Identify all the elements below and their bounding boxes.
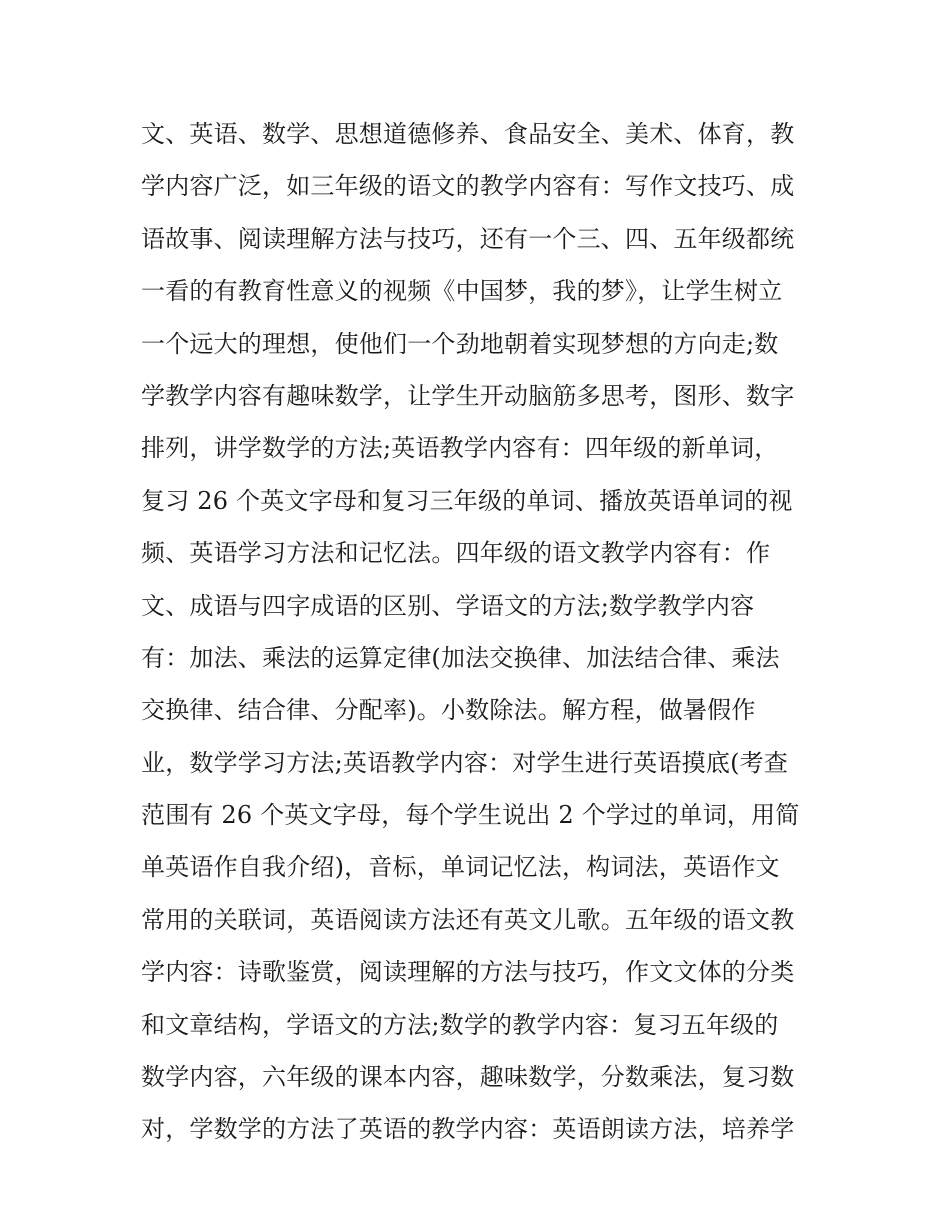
text-line: 对，学数学的方法了英语的教学内容：英语朗读方法，培养学 (141, 1115, 795, 1144)
text-line: 学内容：诗歌鉴赏，阅读理解的方法与技巧，作文文体的分类 (141, 958, 795, 987)
text-line: 排列，讲学数学的方法;英语教学内容有：四年级的新单词， (141, 434, 779, 463)
text-line: 交换律、结合律、分配率)。小数除法。解方程，做暑假作 (141, 696, 756, 725)
text-line: 常用的关联词，英语阅读方法还有英文儿歌。五年级的语文教 (141, 905, 795, 934)
text-line: 复习 26 个英文字母和复习三年级的单词、播放英语单词的视 (141, 486, 793, 515)
text-line: 范围有 26 个英文字母，每个学生说出 2 个学过的单词，用简 (141, 801, 800, 830)
text-line: 一个远大的理想，使他们一个劲地朝着实现梦想的方向走;数 (141, 329, 779, 358)
text-line: 学教学内容有趣味数学，让学生开动脑筋多思考，图形、数字 (141, 381, 795, 410)
body-paragraph (141, 108, 831, 1156)
text-line: 业，数学学习方法;英语教学内容：对学生进行英语摸底(考查 (141, 748, 789, 777)
text-line: 一看的有教育性意义的视频《中国梦，我的梦》，让学生树立 (141, 277, 783, 306)
text-line: 单英语作自我介绍)，音标，单词记忆法，构词法，英语作文 (141, 853, 780, 882)
text-line: 语故事、阅读理解方法与技巧，还有一个三、四、五年级都统 (141, 224, 795, 253)
text-line: 频、英语学习方法和记忆法。四年级的语文教学内容有：作 (141, 539, 771, 568)
text-line: 有：加法、乘法的运算定律(加法交换律、加法结合律、乘法 (141, 643, 780, 672)
text-line: 文、英语、数学、思想道德修养、食品安全、美术、体育，教 (141, 120, 795, 148)
text-line: 文、成语与四字成语的区别、学语文的方法;数学教学内容 (141, 591, 755, 620)
text-line: 学内容广泛，如三年级的语文的教学内容有：写作文技巧、成 (141, 172, 795, 201)
text-line: 和文章结构，学语文的方法;数学的教学内容：复习五年级的 (141, 1010, 779, 1039)
text-line: 数学内容，六年级的课本内容，趣味数学，分数乘法，复习数 (141, 1063, 795, 1092)
